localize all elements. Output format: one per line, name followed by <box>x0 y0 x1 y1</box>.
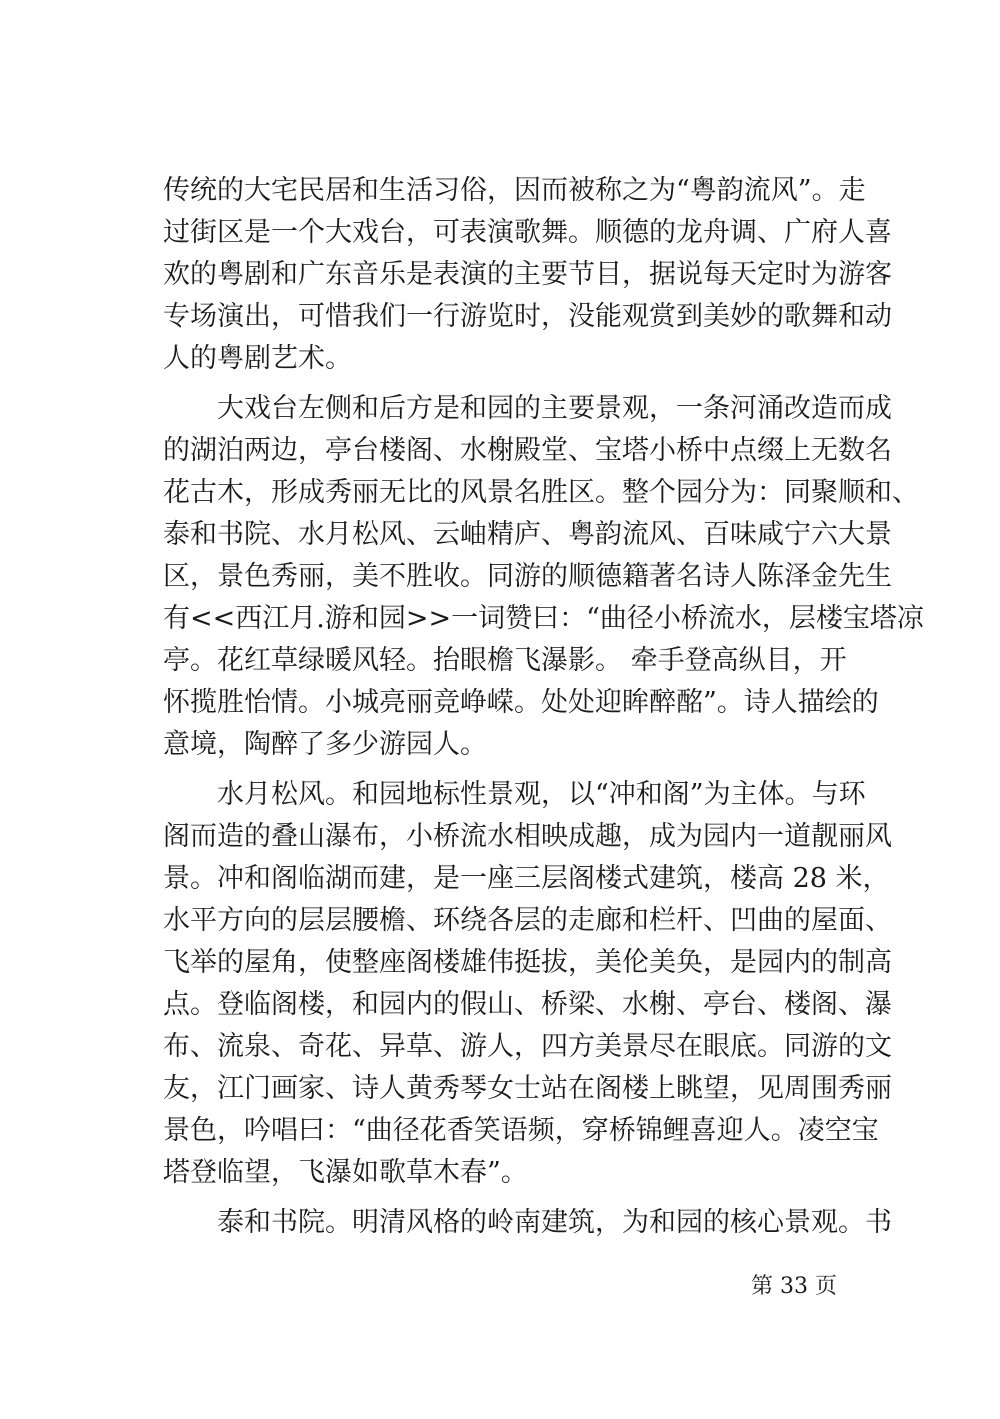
text-line: 飞举的屋角，使整座阁楼雄伟挺拔，美伦美奂，是园内的制高 <box>163 947 892 978</box>
text-line: 的湖泊两边，亭台楼阁、水榭殿堂、宝塔小桥中点缀上无数名 <box>163 435 892 466</box>
text-line: 过街区是一个大戏台，可表演歌舞。顺德的龙舟调、广府人喜 <box>163 217 892 248</box>
text-line: 意境，陶醉了多少游园人。 <box>163 729 487 760</box>
paragraph-2 <box>163 388 924 766</box>
text-line: 怀揽胜怡情。小城亮丽竞峥嵘。处处迎眸醉酩”。诗人描绘的 <box>163 687 879 718</box>
page-number: 第 33 页 <box>751 1274 837 1299</box>
text-line: 欢的粤剧和广东音乐是表演的主要节目，据说每天定时为游客 <box>163 259 892 290</box>
paragraph-1 <box>163 170 892 380</box>
paragraph-gap <box>163 380 843 388</box>
text-line: 友，江门画家、诗人黄秀琴女士站在阁楼上眺望，见周围秀丽 <box>163 1073 892 1104</box>
text-line: 专场演出，可惜我们一行游览时，没能观赏到美妙的歌舞和动 <box>163 301 892 332</box>
text-line: 水平方向的层层腰檐、环绕各层的走廊和栏杆、凹曲的屋面、 <box>163 905 892 936</box>
text-line: 有<<西江月.游和园>>一词赞曰：“曲径小桥流水，层楼宝塔凉 <box>163 603 924 634</box>
text-line: 传统的大宅民居和生活习俗，因而被称之为“粤韵流风”。走 <box>163 175 866 206</box>
text-line: 花古木，形成秀丽无比的风景名胜区。整个园分为：同聚顺和、 <box>163 477 919 508</box>
paragraph-gap <box>163 766 843 774</box>
text-line: 水月松风。和园地标性景观，以“冲和阁”为主体。与环 <box>217 779 866 810</box>
text-line: 大戏台左侧和后方是和园的主要景观，一条河涌改造而成 <box>217 393 892 424</box>
text-line: 布、流泉、奇花、异草、游人，四方美景尽在眼底。同游的文 <box>163 1031 892 1062</box>
text-line: 亭。花红草绿暖风轻。抬眼檐飞瀑影。 牵手登高纵目，开 <box>163 645 847 676</box>
text-line: 塔登临望，飞瀑如歌草木春”。 <box>163 1157 528 1188</box>
body-text <box>163 170 924 1244</box>
paragraph-4 <box>163 1202 892 1244</box>
paragraph-3 <box>163 774 892 1194</box>
text-line: 泰和书院、水月松风、云岫精庐、粤韵流风、百味咸宁六大景 <box>163 519 892 550</box>
text-line: 景色，吟唱曰：“曲径花香笑语频，穿桥锦鲤喜迎人。凌空宝 <box>163 1115 879 1146</box>
text-line: 泰和书院。明清风格的岭南建筑，为和园的核心景观。书 <box>217 1207 892 1238</box>
text-line: 景。冲和阁临湖而建，是一座三层阁楼式建筑，楼高 28 米， <box>163 863 890 894</box>
text-line: 点。登临阁楼，和园内的假山、桥梁、水榭、亭台、楼阁、瀑 <box>163 989 892 1020</box>
text-line: 阁而造的叠山瀑布，小桥流水相映成趣，成为园内一道靓丽风 <box>163 821 892 852</box>
text-line: 区，景色秀丽，美不胜收。同游的顺德籍著名诗人陈泽金先生 <box>163 561 892 592</box>
text-line: 人的粤剧艺术。 <box>163 343 352 374</box>
paragraph-gap <box>163 1194 843 1202</box>
